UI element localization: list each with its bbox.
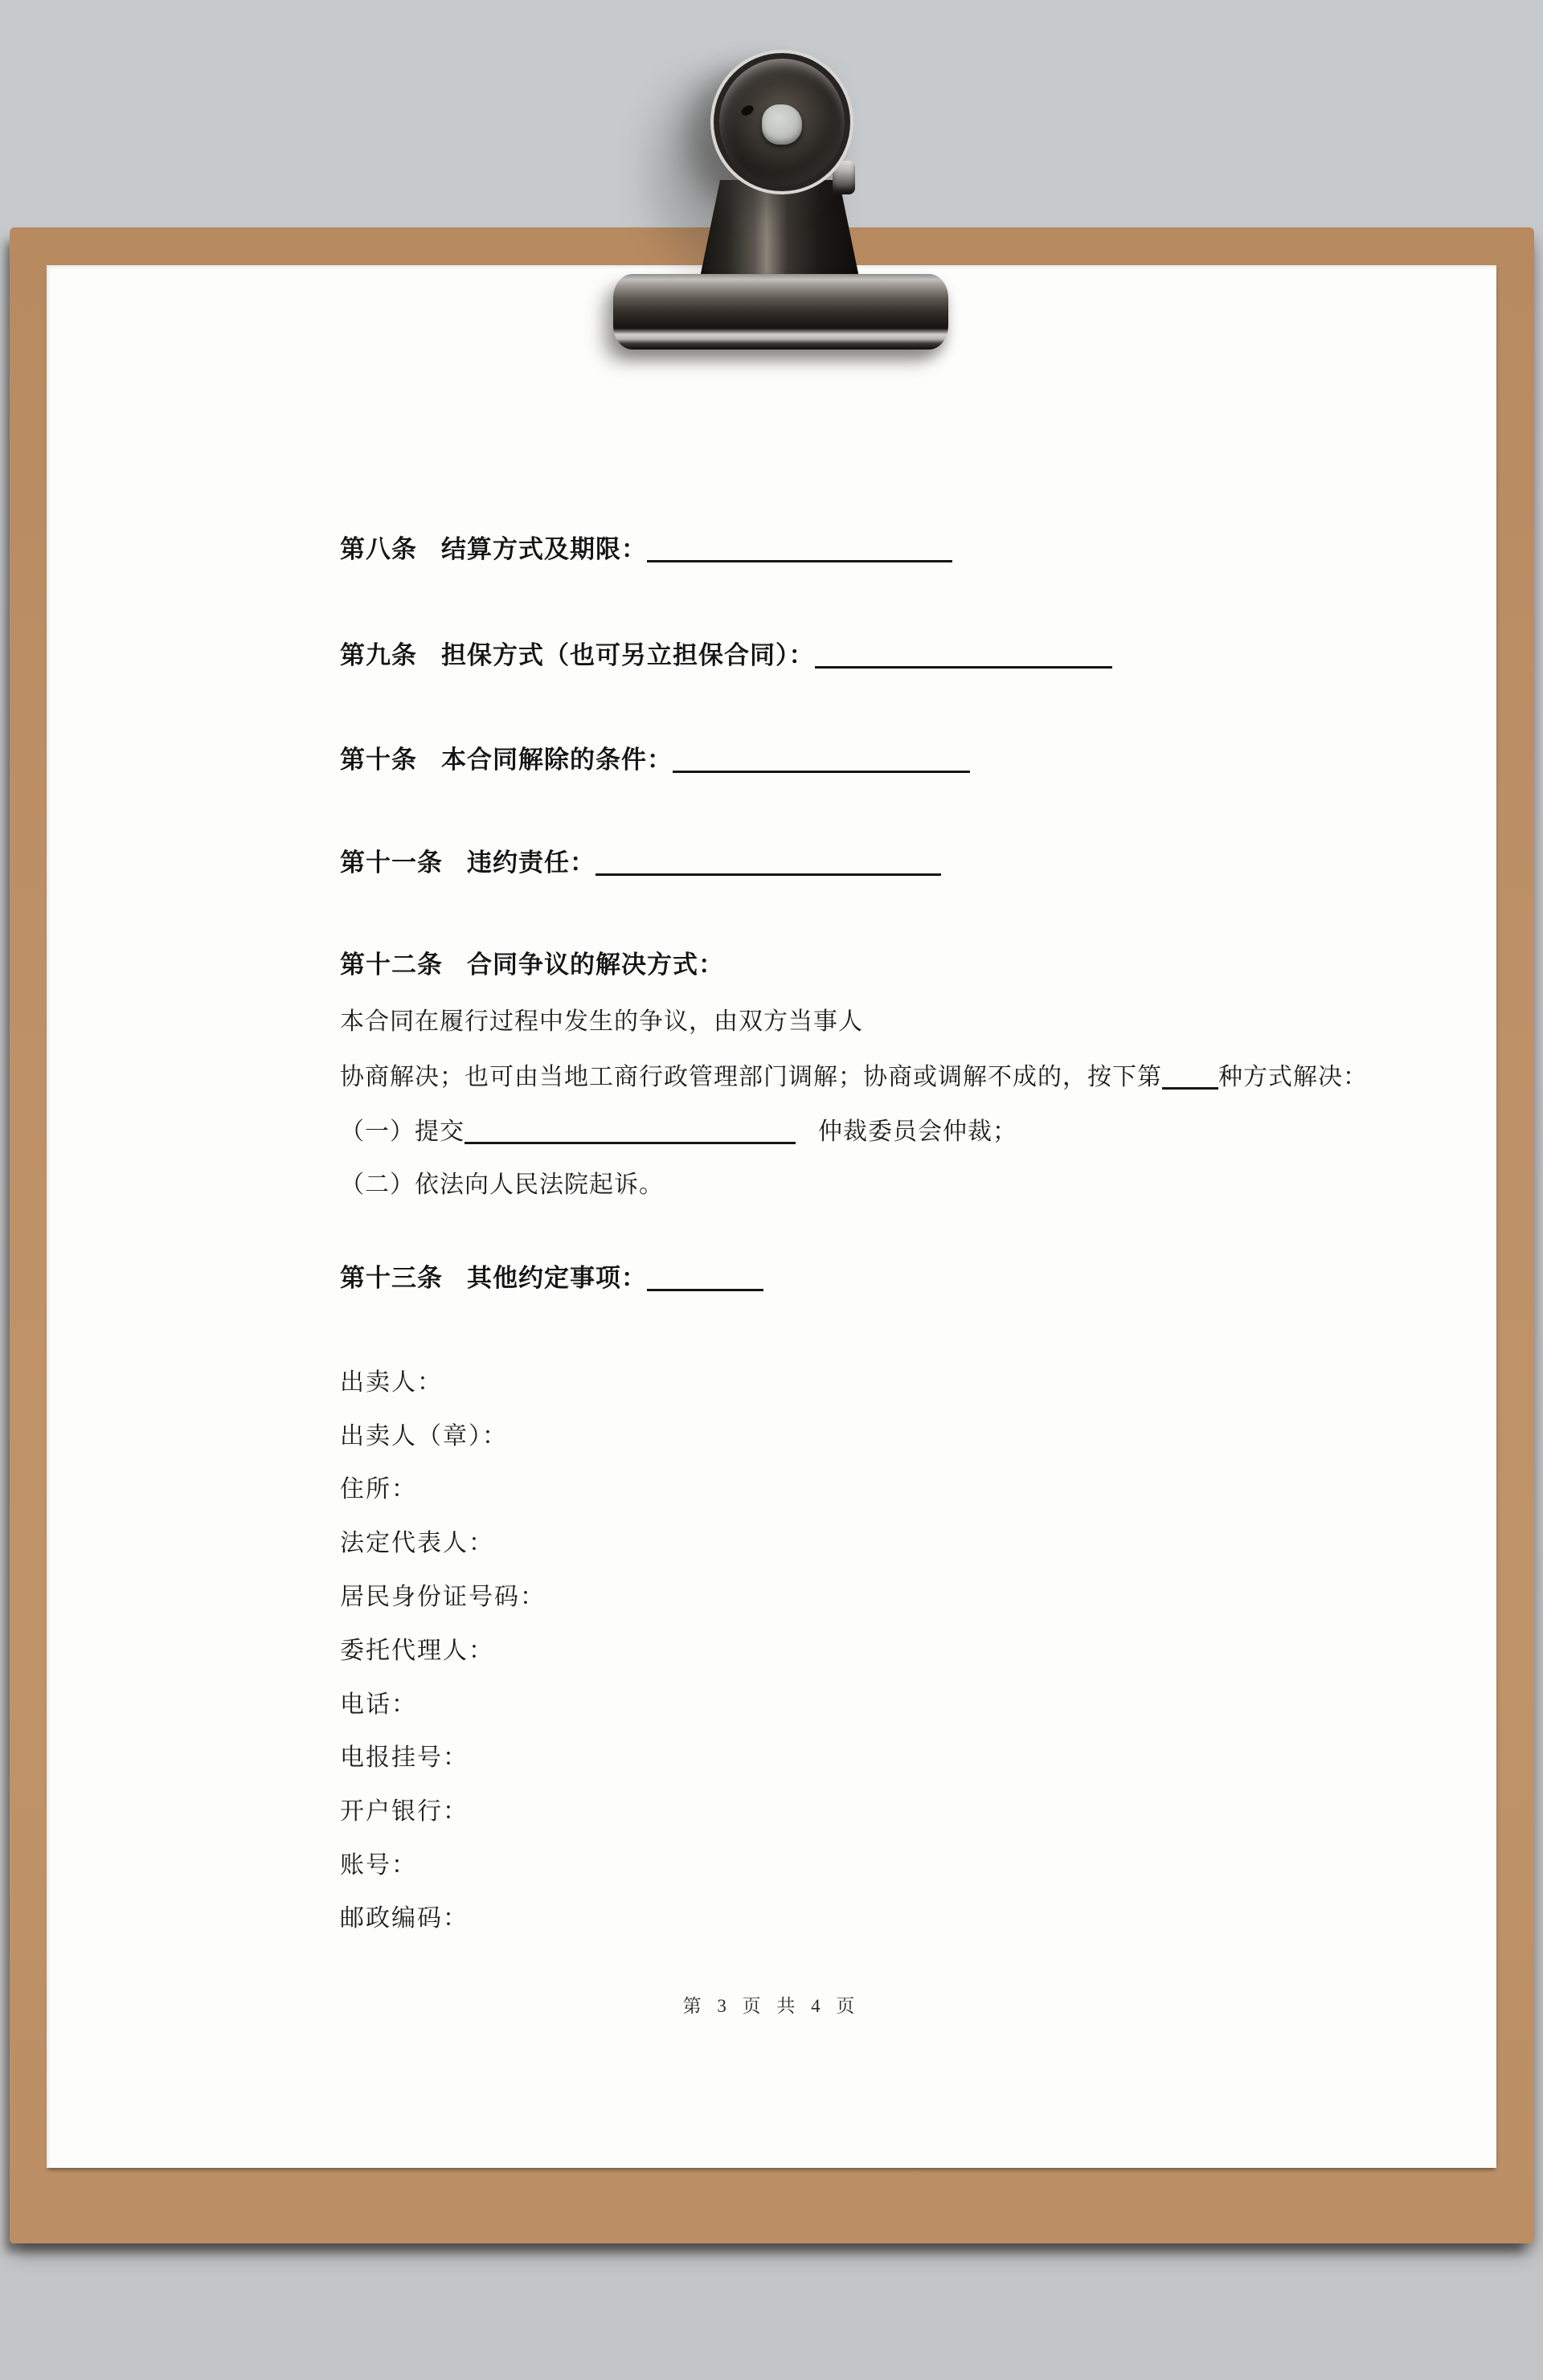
article-9-title: 担保方式（也可另立担保合同）： — [441, 641, 815, 669]
dispute-line2-pre: 协商解决；也可由当地工商行政管理部门调解；协商或调解不成的，按下第 — [340, 1064, 1162, 1090]
article-12-heading — [340, 951, 1448, 979]
dispute-paragraph-line-2 — [340, 1063, 1448, 1092]
article-11-title: 违约责任： — [467, 849, 596, 877]
contract-paper — [47, 265, 1496, 2168]
dispute-item1-post: 仲裁委员会仲裁； — [818, 1118, 1017, 1145]
article-9-label: 第九条 — [340, 641, 417, 669]
binder-clip-spring-circle — [710, 50, 853, 194]
binder-clip-bar — [613, 274, 948, 350]
dispute-item1-pre: （一）提交 — [340, 1118, 465, 1145]
article-8-label: 第八条 — [340, 535, 417, 563]
article-10-title: 本合同解除的条件： — [441, 746, 673, 774]
dispute-method-blank — [1162, 1067, 1218, 1090]
article-9-blank-line — [815, 646, 1112, 669]
field-account-number: 账号： — [340, 1852, 417, 1879]
article-10-label: 第十条 — [340, 746, 417, 774]
dispute-line2-post: 种方式解决： — [1218, 1064, 1368, 1090]
clip-rivet-dot — [739, 104, 755, 118]
arbitration-committee-blank — [465, 1122, 796, 1144]
field-seller: 出卖人： — [340, 1369, 443, 1396]
article-13-blank-line — [647, 1269, 763, 1291]
article-12-title: 合同争议的解决方式： — [467, 951, 724, 979]
field-bank: 开户银行： — [340, 1798, 469, 1825]
article-8-blank-line — [647, 540, 952, 562]
dispute-item-1 — [340, 1118, 1448, 1147]
field-phone: 电话： — [340, 1691, 417, 1718]
article-13-heading — [340, 1264, 1448, 1293]
dispute-paragraph-line-1: 本合同在履行过程中发生的争议，由双方当事人 — [340, 1008, 863, 1035]
article-10-blank-line — [673, 750, 970, 773]
article-8-heading — [340, 535, 1448, 564]
article-8-title: 结算方式及期限： — [441, 535, 647, 563]
field-legal-rep: 法定代表人： — [340, 1530, 494, 1556]
field-seller-seal: 出卖人（章）： — [340, 1423, 508, 1450]
field-agent: 委托代理人： — [340, 1638, 494, 1664]
article-12-label: 第十二条 — [340, 951, 443, 979]
article-11-heading — [340, 849, 1448, 877]
binder-clip-hole — [762, 104, 802, 145]
field-telegraph: 电报挂号： — [340, 1744, 469, 1771]
article-13-title: 其他约定事项： — [467, 1264, 647, 1292]
binder-clip-neck — [699, 180, 860, 281]
field-postal-code: 邮政编码： — [340, 1905, 469, 1932]
article-10-heading — [340, 746, 1448, 775]
article-9-heading — [340, 641, 1448, 670]
article-11-blank-line — [596, 853, 941, 876]
page-number-footer: 第 3 页 共 4 页 — [682, 1996, 861, 2016]
article-13-label: 第十三条 — [340, 1264, 443, 1292]
field-id-number: 居民身份证号码： — [340, 1584, 546, 1610]
dispute-item-2: （二）依法向人民法院起诉。 — [340, 1172, 664, 1198]
article-11-label: 第十一条 — [340, 849, 443, 877]
field-address: 住所： — [340, 1476, 417, 1503]
